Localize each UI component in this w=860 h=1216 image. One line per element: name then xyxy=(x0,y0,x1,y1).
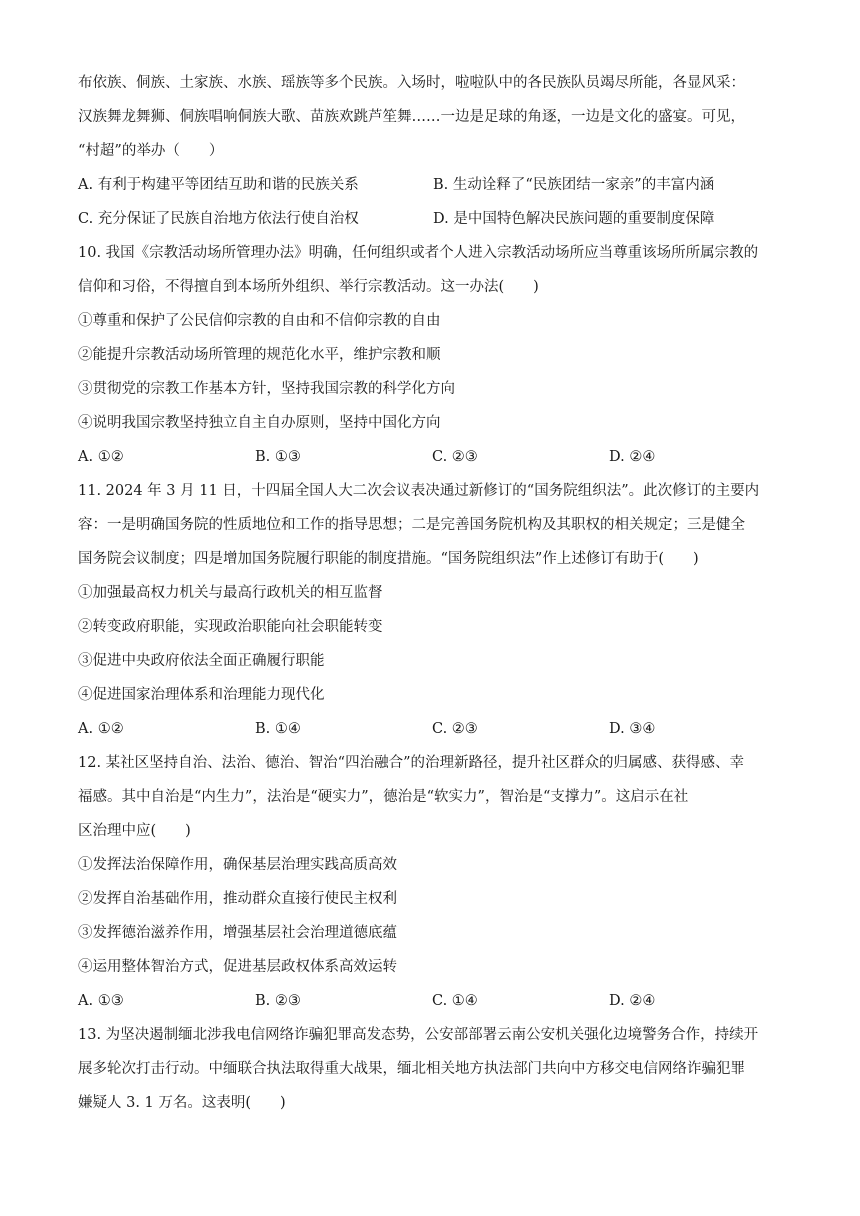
question-stem-line: 10. 我国《宗教活动场所管理办法》明确，任何组织或者个人进入宗教活动场所应当尊重该场所所属宗教的 xyxy=(78,245,759,261)
statement-2: ②转变政府职能，实现政治职能向社会职能转变 xyxy=(78,619,383,635)
option-c: C. ②③ xyxy=(432,449,478,465)
statement-4: ④促进国家治理体系和治理能力现代化 xyxy=(78,687,325,703)
option-a: A. ①② xyxy=(78,449,124,465)
question-stem-line: 汉族舞龙舞狮、侗族唱响侗族大歌、苗族欢跳芦笙舞……一边是足球的角逐，一边是文化的盛宴。可见， xyxy=(78,109,745,125)
option-c: C. 充分保证了民族自治地方依法行使自治权 xyxy=(78,211,359,227)
question-stem-line: 12. 某社区坚持自治、法治、德治、智治“四治融合”的治理新路径，提升社区群众的归属感、获得感、幸 xyxy=(78,755,744,771)
option-c: C. ②③ xyxy=(432,721,478,737)
option-c: C. ①④ xyxy=(432,993,478,1009)
option-b: B. 生动诠释了“民族团结一家亲”的丰富内涵 xyxy=(433,177,715,193)
option-b: B. ①④ xyxy=(255,721,301,737)
question-13 xyxy=(78,1018,788,1120)
question-9 xyxy=(78,66,788,236)
option-b: B. ①③ xyxy=(255,449,301,465)
question-12 xyxy=(78,746,788,1018)
option-a: A. 有利于构建平等团结互助和谐的民族关系 xyxy=(78,177,359,193)
question-stem-line: “村超”的举办（ ） xyxy=(78,143,224,159)
option-d: D. ②④ xyxy=(609,993,656,1009)
statement-2: ②发挥自治基础作用，推动群众直接行使民主权利 xyxy=(78,891,397,907)
answer-options xyxy=(78,984,788,1018)
question-stem-line: 展多轮次打击行动。中缅联合执法取得重大战果，缅北相关地方执法部门共向中方移交电信网络诈骗犯罪 xyxy=(78,1061,745,1077)
statement-3: ③贯彻党的宗教工作基本方针，坚持我国宗教的科学化方向 xyxy=(78,381,455,397)
statement-3: ③促进中央政府依法全面正确履行职能 xyxy=(78,653,325,669)
statement-4: ④说明我国宗教坚持独立自主自办原则，坚持中国化方向 xyxy=(78,415,441,431)
question-11 xyxy=(78,474,788,746)
question-stem-line: 福感。其中自治是“内生力”，法治是“硬实力”，德治是“软实力”，智治是“支撑力”。这启示在社 xyxy=(78,789,689,805)
option-d: D. 是中国特色解决民族问题的重要制度保障 xyxy=(433,211,715,227)
answer-options xyxy=(78,202,788,236)
statement-2: ②能提升宗教活动场所管理的规范化水平，维护宗教和顺 xyxy=(78,347,441,363)
answer-options xyxy=(78,168,788,202)
statement-1: ①尊重和保护了公民信仰宗教的自由和不信仰宗教的自由 xyxy=(78,313,441,329)
question-10 xyxy=(78,236,788,474)
question-stem-line: 11. 2024 年 3 月 11 日，十四届全国人大二次会议表决通过新修订的“国务院组织法”。此次修订的主要内 xyxy=(78,483,760,499)
question-stem-line: 容：一是明确国务院的性质地位和工作的指导思想；二是完善国务院机构及其职权的相关规定；三是健全 xyxy=(78,517,745,533)
question-stem-line: 布依族、侗族、土家族、水族、瑶族等多个民族。入场时，啦啦队中的各民族队员竭尽所能，各显风采： xyxy=(78,75,745,91)
question-stem-line: 国务院会议制度；四是增加国务院履行职能的制度措施。“国务院组织法”作上述修订有助于( ) xyxy=(78,551,699,567)
answer-options xyxy=(78,712,788,746)
question-stem-line: 13. 为坚决遏制缅北涉我电信网络诈骗犯罪高发态势，公安部部署云南公安机关强化边境警务合作，持续开 xyxy=(78,1027,759,1043)
statement-1: ①发挥法治保障作用，确保基层治理实践高质高效 xyxy=(78,857,397,873)
statement-1: ①加强最高权力机关与最高行政机关的相互监督 xyxy=(78,585,383,601)
statement-4: ④运用整体智治方式，促进基层政权体系高效运转 xyxy=(78,959,397,975)
answer-options xyxy=(78,440,788,474)
option-d: D. ③④ xyxy=(609,721,656,737)
question-stem-line: 嫌疑人 3. 1 万名。这表明( ) xyxy=(78,1095,286,1111)
option-a: A. ①② xyxy=(78,721,124,737)
question-stem-line: 信仰和习俗，不得擅自到本场所外组织、举行宗教活动。这一办法( ) xyxy=(78,279,539,295)
option-d: D. ②④ xyxy=(609,449,656,465)
exam-page xyxy=(78,66,788,1120)
option-a: A. ①③ xyxy=(78,993,124,1009)
option-b: B. ②③ xyxy=(255,993,301,1009)
statement-3: ③发挥德治滋养作用，增强基层社会治理道德底蕴 xyxy=(78,925,397,941)
question-stem-line: 区治理中应( ) xyxy=(78,823,191,839)
